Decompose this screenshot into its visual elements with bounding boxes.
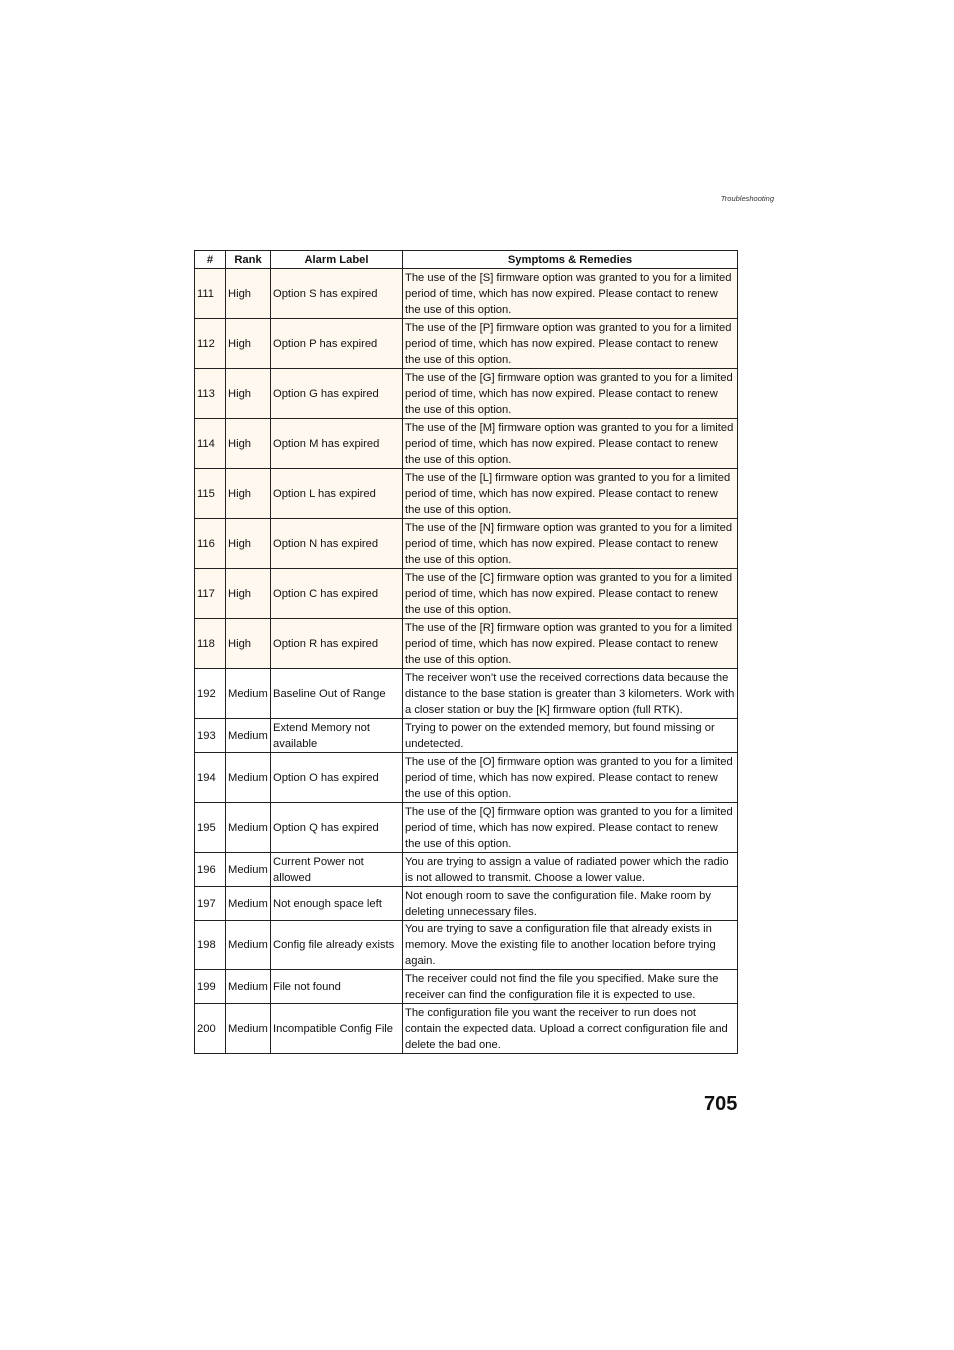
alarm-remedy: Not enough room to save the configuration file. Make room by deleting unnecessary files. bbox=[403, 887, 738, 921]
alarm-rank: High bbox=[226, 269, 271, 319]
alarm-label: Option R has expired bbox=[271, 619, 403, 669]
alarm-number: 112 bbox=[195, 319, 226, 369]
alarm-number: 114 bbox=[195, 419, 226, 469]
alarm-number: 194 bbox=[195, 753, 226, 803]
table-row bbox=[195, 921, 738, 970]
alarm-label: Incompatible Config File bbox=[271, 1004, 403, 1054]
table-header-row bbox=[195, 251, 738, 269]
alarm-label: Config file already exists bbox=[271, 921, 403, 970]
alarm-rank: High bbox=[226, 569, 271, 619]
alarm-label: Option Q has expired bbox=[271, 803, 403, 853]
alarm-rank: High bbox=[226, 619, 271, 669]
alarm-number: 193 bbox=[195, 719, 226, 753]
table-row bbox=[195, 369, 738, 419]
table-row bbox=[195, 853, 738, 887]
alarm-rank: Medium bbox=[226, 719, 271, 753]
alarm-rank: Medium bbox=[226, 970, 271, 1004]
alarm-label: Option G has expired bbox=[271, 369, 403, 419]
alarm-rank: Medium bbox=[226, 753, 271, 803]
column-header-symptoms-remedies: Symptoms & Remedies bbox=[403, 251, 738, 269]
table-row bbox=[195, 519, 738, 569]
alarm-label: Option N has expired bbox=[271, 519, 403, 569]
alarm-rank: Medium bbox=[226, 921, 271, 970]
table-row bbox=[195, 970, 738, 1004]
alarm-rank: Medium bbox=[226, 669, 271, 719]
alarm-remedy: The use of the [C] firmware option was granted to you for a limited period of time, which has now expired. Please contact to renew the use of this option. bbox=[403, 569, 738, 619]
alarm-rank: Medium bbox=[226, 1004, 271, 1054]
table-row bbox=[195, 669, 738, 719]
alarm-number: 118 bbox=[195, 619, 226, 669]
table-row bbox=[195, 803, 738, 853]
table-row bbox=[195, 319, 738, 369]
alarm-remedy: The use of the [P] firmware option was granted to you for a limited period of time, which has now expired. Please contact to renew the use of this option. bbox=[403, 319, 738, 369]
table-row bbox=[195, 269, 738, 319]
alarm-table bbox=[194, 250, 738, 1054]
table-row bbox=[195, 469, 738, 519]
alarm-number: 198 bbox=[195, 921, 226, 970]
alarm-number: 197 bbox=[195, 887, 226, 921]
alarm-remedy: The use of the [O] firmware option was granted to you for a limited period of time, which has now expired. Please contact to renew the use of this option. bbox=[403, 753, 738, 803]
alarm-remedy: You are trying to assign a value of radiated power which the radio is not allowed to transmit. Choose a lower value. bbox=[403, 853, 738, 887]
alarm-remedy: The use of the [S] firmware option was granted to you for a limited period of time, which has now expired. Please contact to renew the use of this option. bbox=[403, 269, 738, 319]
alarm-remedy: The use of the [R] firmware option was granted to you for a limited period of time, which has now expired. Please contact to renew the use of this option. bbox=[403, 619, 738, 669]
table-row bbox=[195, 619, 738, 669]
alarm-label: Option L has expired bbox=[271, 469, 403, 519]
alarm-number: 195 bbox=[195, 803, 226, 853]
alarm-rank: Medium bbox=[226, 803, 271, 853]
table-row bbox=[195, 1004, 738, 1054]
alarm-remedy: The receiver won’t use the received corrections data because the distance to the base station is greater than 3 kilometers. Work with a closer station or buy the [K] firmware option (full RTK). bbox=[403, 669, 738, 719]
alarm-rank: High bbox=[226, 369, 271, 419]
alarm-label: Baseline Out of Range bbox=[271, 669, 403, 719]
alarm-label: Option P has expired bbox=[271, 319, 403, 369]
alarm-label: File not found bbox=[271, 970, 403, 1004]
table-row bbox=[195, 887, 738, 921]
alarm-remedy: The receiver could not find the file you specified. Make sure the receiver can find the configuration file it is expected to use. bbox=[403, 970, 738, 1004]
column-header-alarm-label: Alarm Label bbox=[271, 251, 403, 269]
alarm-number: 115 bbox=[195, 469, 226, 519]
column-header-rank: Rank bbox=[226, 251, 271, 269]
alarm-rank: Medium bbox=[226, 853, 271, 887]
page-number: 705 bbox=[704, 1093, 738, 1115]
alarm-number: 192 bbox=[195, 669, 226, 719]
alarm-number: 113 bbox=[195, 369, 226, 419]
table-row bbox=[195, 419, 738, 469]
table-row bbox=[195, 569, 738, 619]
alarm-number: 196 bbox=[195, 853, 226, 887]
alarm-label: Option C has expired bbox=[271, 569, 403, 619]
alarm-label: Extend Memory not available bbox=[271, 719, 403, 753]
alarm-number: 116 bbox=[195, 519, 226, 569]
table-row bbox=[195, 753, 738, 803]
alarm-remedy: The configuration file you want the receiver to run does not contain the expected data. Upload a correct configuration file and delete the bad one. bbox=[403, 1004, 738, 1054]
column-header-number: # bbox=[195, 251, 226, 269]
alarm-label: Option O has expired bbox=[271, 753, 403, 803]
alarm-remedy: The use of the [N] firmware option was granted to you for a limited period of time, which has now expired. Please contact to renew the use of this option. bbox=[403, 519, 738, 569]
alarm-number: 111 bbox=[195, 269, 226, 319]
alarm-label: Not enough space left bbox=[271, 887, 403, 921]
running-header: Troubleshooting bbox=[720, 194, 774, 203]
alarm-rank: Medium bbox=[226, 887, 271, 921]
alarm-label: Option M has expired bbox=[271, 419, 403, 469]
alarm-remedy: The use of the [Q] firmware option was granted to you for a limited period of time, which has now expired. Please contact to renew the use of this option. bbox=[403, 803, 738, 853]
alarm-label: Current Power not allowed bbox=[271, 853, 403, 887]
alarm-number: 117 bbox=[195, 569, 226, 619]
alarm-rank: High bbox=[226, 519, 271, 569]
alarm-remedy: The use of the [M] firmware option was granted to you for a limited period of time, which has now expired. Please contact to renew the use of this option. bbox=[403, 419, 738, 469]
alarm-remedy: Trying to power on the extended memory, but found missing or undetected. bbox=[403, 719, 738, 753]
alarm-rank: High bbox=[226, 469, 271, 519]
alarm-remedy: The use of the [G] firmware option was granted to you for a limited period of time, which has now expired. Please contact to renew the use of this option. bbox=[403, 369, 738, 419]
alarm-rank: High bbox=[226, 319, 271, 369]
alarm-remedy: The use of the [L] firmware option was granted to you for a limited period of time, which has now expired. Please contact to renew the use of this option. bbox=[403, 469, 738, 519]
alarm-rank: High bbox=[226, 419, 271, 469]
alarm-remedy: You are trying to save a configuration file that already exists in memory. Move the existing file to another location before trying again. bbox=[403, 921, 738, 970]
alarm-number: 200 bbox=[195, 1004, 226, 1054]
alarm-number: 199 bbox=[195, 970, 226, 1004]
alarm-label: Option S has expired bbox=[271, 269, 403, 319]
table-row bbox=[195, 719, 738, 753]
